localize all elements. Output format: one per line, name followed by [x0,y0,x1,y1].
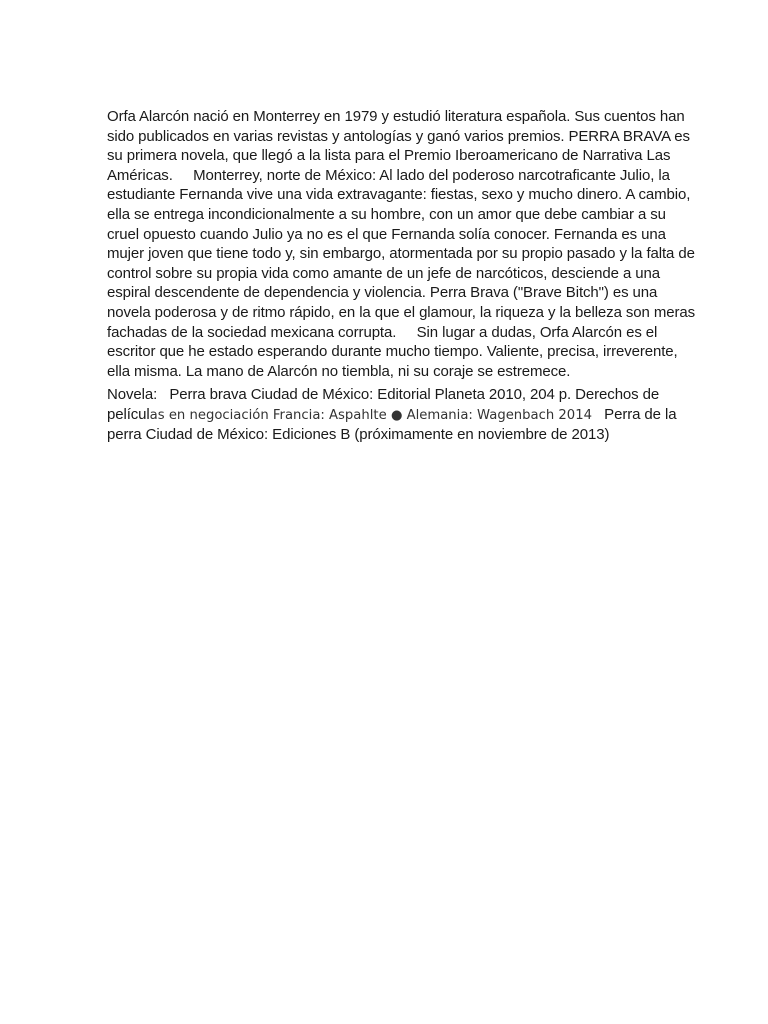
text-line: control sobre su propia vida como amante de un jefe de narcóticos, desciende a una [107,264,660,282]
text-line: Orfa Alarcón nació en Monterrey en 1979 y estudió literatura española. Sus cuentos han [107,108,685,125]
text-segment: Perra de la [591,405,677,423]
text-line: perra Ciudad de México: Ediciones B (próximamente en noviembre de 2013) [107,426,610,444]
text-line: Américas. Monterrey, norte de México: Al lado del poderoso narcotraficante Julio, la [107,166,670,184]
text-line: cruel opuesto cuando Julio ya no es el que Fernanda solía conocer. Fernanda es una [107,225,666,243]
text-segment: películ [107,405,150,423]
text-line: espiral descendente de dependencia y violencia. Perra Brava ("Brave Bitch") es una [107,284,658,302]
rights-text-segment: as en negociación Francia: Aspahlte ● Alemania: Wagenbach 2014 [149,407,592,423]
text-line: su primera novela, que llegó a la lista para el Premio Iberoamericano de Narrativa Las [107,147,671,165]
text-line: novela poderosa y de ritmo rápido, en la que el glamour, la riqueza y la belleza son meras [107,303,696,321]
text-line [107,405,677,426]
text-line: ella misma. La mano de Alarcón no tiembla, ni su coraje se estremece. [107,362,571,380]
text-line: Novela: Perra brava Ciudad de México: Editorial Planeta 2010, 204 p. Derechos de [107,386,660,403]
text-line: escritor que he estado esperando durante mucho tiempo. Valiente, precisa, irreverente, [107,343,678,361]
text-line: mujer joven que tiene todo y, sin embargo, atormentada por su propio pasado y la falta de [107,245,695,263]
author-biography-paragraph [107,107,696,381]
text-line: ella se entrega incondicionalmente a su hombre, con un amor que debe cambiar a su [107,205,666,223]
text-line: sido publicados en varias revistas y antologías y ganó varios premios. PERRA BRAVA es [107,127,690,145]
text-line: fachadas de la sociedad mexicana corrupta. Sin lugar a dudas, Orfa Alarcón es el [107,323,658,341]
text-line: estudiante Fernanda vive una vida extravagante: fiestas, sexo y mucho dinero. A cambio, [107,186,691,204]
publication-details-paragraph [107,385,677,445]
